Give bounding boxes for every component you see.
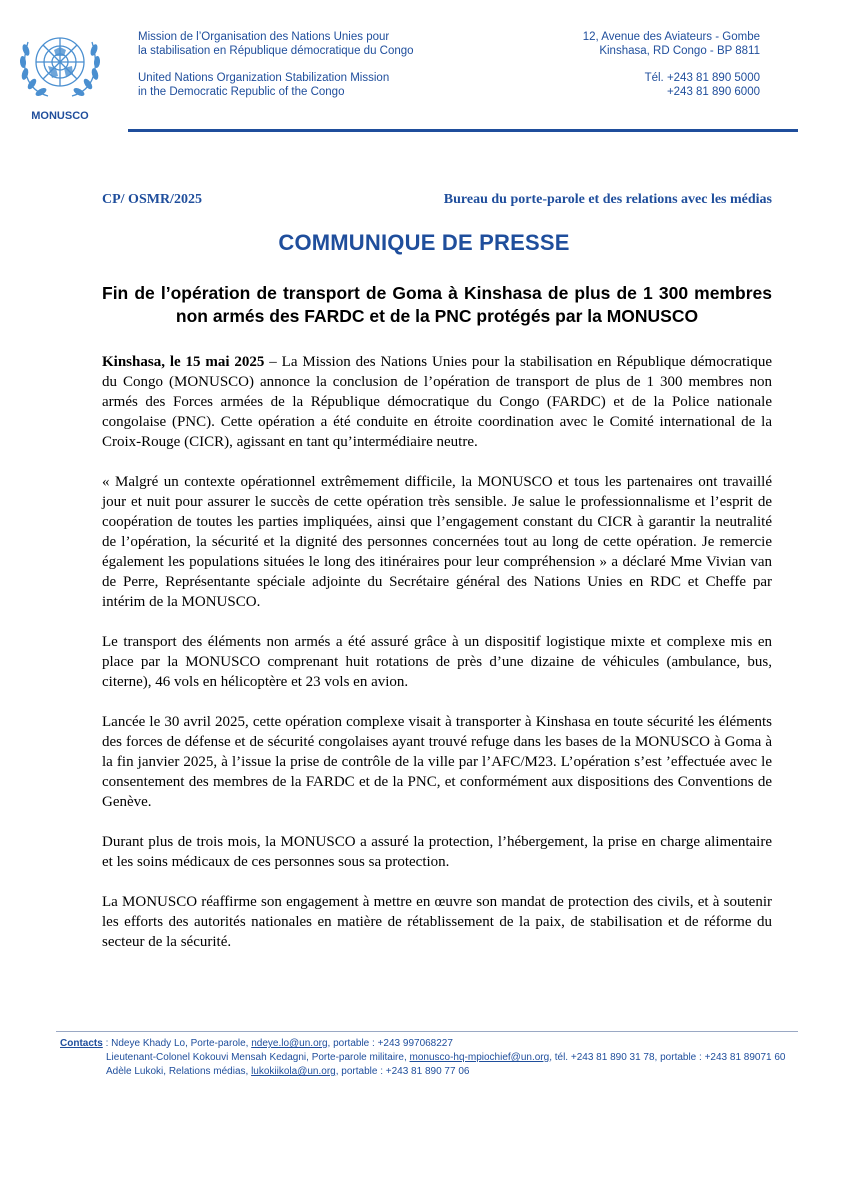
logo-label: MONUSCO	[31, 110, 89, 122]
paragraph-2: « Malgré un contexte opérationnel extrêmement difficile, la MONUSCO et tous les partenaires ont travaillé jour et nuit pour assurer le succès de cette opération très sensible. Je salue le professionnalisme et l’esprit de coopération de toutes les parties impliquées, ainsi que l’engagement constant du CICR à garantir la neutralité de l’opération, la sécurité et la dignité des personnes concernées tout au long de cette opération. Je remercie également les populations situées le long des itinéraires pour leur compréhension » a déclaré Mme Vivian van de Perre, Représentante spéciale adjointe du Secrétaire général des Nations Unies en RDC et Cheffe par intérim de la MONUSCO.	[102, 474, 772, 610]
dateline: Kinshasa, le 15 mai 2025	[102, 354, 265, 370]
page-title: COMMUNIQUE DE PRESSE	[278, 230, 570, 255]
paragraph-3: Le transport des éléments non armés a été assuré grâce à un dispositif logistique mixte et complexe mis en place par la MONUSCO comprenant huit rotations de près d’une dizaine de véhicules (ambulance, bus, citerne), 46 vols en hélicoptère et 23 vols en avion.	[102, 634, 772, 690]
mission-name-en-line2: in the Democratic Republic of the Congo	[138, 86, 345, 98]
paragraph-1	[102, 352, 772, 452]
contact-3-email-link[interactable]: lukokiikola@un.org	[251, 1066, 336, 1077]
contacts-label: Contacts	[60, 1038, 103, 1049]
reference-number: CP/ OSMR/2025	[102, 192, 202, 207]
footer-divider	[56, 1031, 798, 1032]
contact-3-name: Adèle Lukoki, Relations médias,	[106, 1066, 252, 1077]
contact-2-phone: , tél. +243 81 890 31 78, portable : +243 81 89071 60	[549, 1052, 786, 1063]
paragraph-5: Durant plus de trois mois, la MONUSCO a assuré la protection, l’hébergement, la prise en charge alimentaire et les soins médicaux de ces personnes sous sa protection.	[102, 834, 772, 870]
contact-2-email-link[interactable]: monusco-hq-mpiochief@un.org	[409, 1052, 550, 1063]
phone-line1: Tél. +243 81 890 5000	[644, 72, 760, 84]
paragraph-4: Lancée le 30 avril 2025, cette opération complexe visait à transporter à Kinshasa en toute sécurité les éléments des forces de défense et de sécurité congolaises ayant trouvé refuge dans les bases de la MONUSCO à Goma à la fin janvier 2025, à l’issue la prise de contrôle de la ville par l’AFC/M23. L’opération s’est ’effectuée avec le consentement des membres de la FARDC et de la PNC, et conformément aux dispositions des Conventions de Genève.	[102, 714, 772, 810]
mission-name-block	[138, 30, 414, 99]
address-line2: Kinshasa, RD Congo - BP 8811	[599, 45, 760, 57]
paragraph-1-text: – La Mission des Nations Unies pour la stabilisation en République démocratique du Congo (MONUSCO) annonce la conclusion de l’opération de transport de plus de 1 300 membres non armés des Forces armées de la République démocratique du Congo (FARDC) et de la Police nationale congolaise (PNC). Cette opération a été conduite en étroite coordination avec le Comité international de la Croix-Rouge (CICR), agissant en tant qu’intermédiaire neutre.	[102, 354, 773, 450]
contacts-block	[60, 1037, 786, 1079]
header-divider	[128, 129, 798, 132]
press-body	[102, 352, 772, 972]
contact-1-email-link[interactable]: ndeye.lo@un.org	[251, 1038, 328, 1049]
mission-name-fr-line2: la stabilisation en République démocratique du Congo	[138, 45, 414, 57]
un-emblem-logo	[8, 16, 112, 106]
paragraph-6: La MONUSCO réaffirme son engagement à mettre en œuvre son mandat de protection des civils, et à soutenir les efforts des autorités nationales en matière de rétablissement de la paix, de stabilisation et de réforme du secteur de la sécurité.	[102, 894, 772, 950]
mission-name-en-line1: United Nations Organization Stabilization Mission	[138, 72, 390, 84]
office-name: Bureau du porte-parole et des relations avec les médias	[443, 192, 772, 207]
contact-2-name: Lieutenant-Colonel Kokouvi Mensah Kedagni, Porte-parole militaire,	[106, 1052, 410, 1063]
address-block	[583, 30, 760, 99]
phone-line2: +243 81 890 6000	[666, 86, 760, 98]
address-line1: 12, Avenue des Aviateurs - Gombe	[582, 31, 760, 43]
contact-3-phone: , portable : +243 81 890 77 06	[335, 1066, 470, 1077]
press-headline: Fin de l’opération de transport de Goma à Kinshasa de plus de 1 300 membres non armés des FARDC et de la PNC protégés par la MONUSCO	[102, 283, 772, 326]
contact-1-phone: , portable : +243 997068227	[327, 1038, 453, 1049]
contact-line-1	[60, 1037, 786, 1051]
contact-line-3	[60, 1065, 786, 1079]
contact-1-name: : Ndeye Khady Lo, Porte-parole,	[102, 1038, 252, 1049]
mission-name-fr-line1: Mission de l’Organisation des Nations Unies pour	[138, 31, 390, 43]
contact-line-2	[60, 1051, 786, 1065]
